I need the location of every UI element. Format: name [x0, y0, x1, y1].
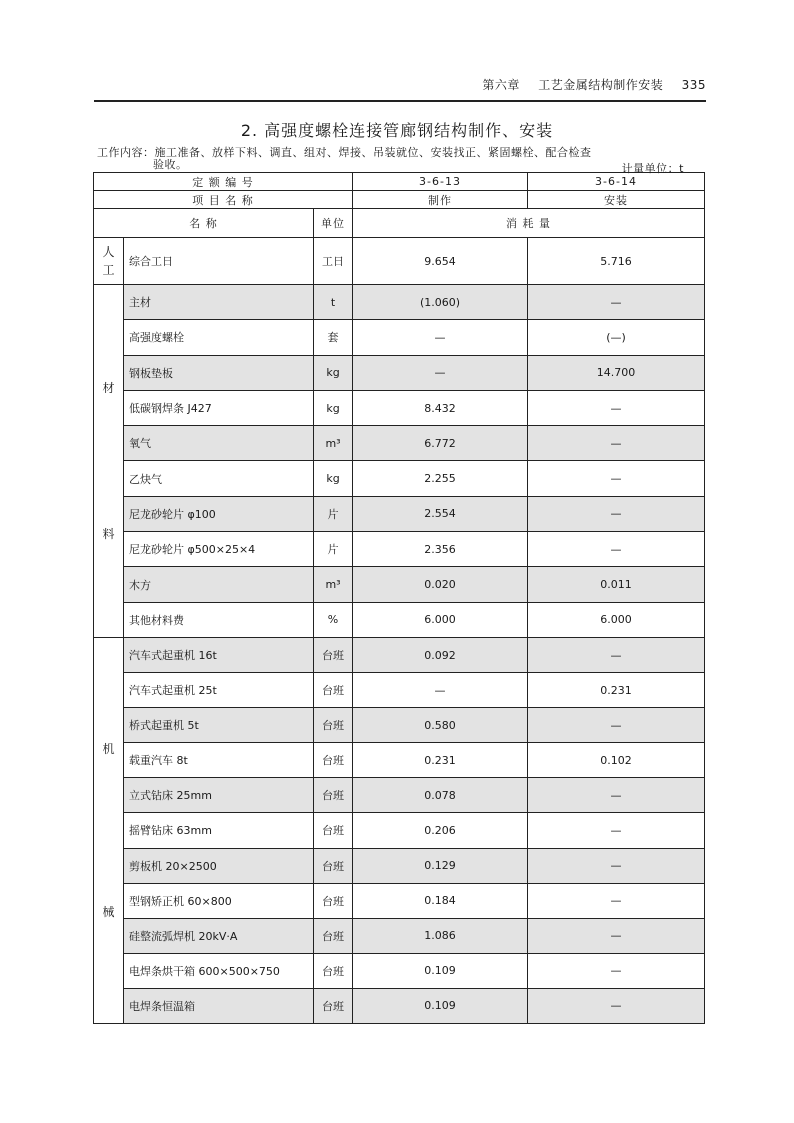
machinery-category-char: 机: [102, 741, 115, 756]
consumption-value-1: 6.000: [353, 602, 528, 637]
work-content-line2: 验收。: [153, 158, 188, 171]
resource-name: 立式钻床 25mm: [124, 778, 314, 813]
consumption-value-2: 0.011: [528, 567, 705, 602]
table-row: [94, 496, 705, 531]
consumption-value-2: —: [528, 532, 705, 567]
table-row: [94, 637, 705, 672]
page-header: [94, 70, 706, 102]
resource-unit: 台班: [314, 637, 353, 672]
machinery-category-char: 械: [102, 905, 115, 919]
consumption-value-2: —: [528, 390, 705, 425]
machinery-category-cell: [94, 637, 124, 1023]
consumption-header: 消 耗 量: [353, 209, 705, 238]
consumption-value-2: —: [528, 426, 705, 461]
resource-name: 尼龙砂轮片 φ100: [124, 496, 314, 531]
unit-column-header: 单位: [314, 209, 353, 238]
section-title: 2. 高强度螺栓连接管廊钢结构制作、安装: [240, 121, 554, 140]
table-row: [94, 238, 705, 285]
consumption-value-1: 0.184: [353, 883, 528, 918]
item-name-1: 制作: [353, 191, 528, 209]
resource-unit: kg: [314, 390, 353, 425]
consumption-value-2: —: [528, 883, 705, 918]
table-row: [94, 673, 705, 708]
consumption-value-1: 0.580: [353, 708, 528, 743]
consumption-value-1: 0.109: [353, 988, 528, 1023]
consumption-value-1: 0.231: [353, 743, 528, 778]
materials-category-char: 料: [102, 527, 115, 542]
consumption-value-1: 0.078: [353, 778, 528, 813]
resource-unit: 台班: [314, 848, 353, 883]
consumption-value-2: —: [528, 778, 705, 813]
resource-name: 低碳钢焊条 J427: [124, 390, 314, 425]
consumption-value-1: —: [353, 355, 528, 390]
resource-name: 乙炔气: [124, 461, 314, 496]
resource-name: 剪板机 20×2500: [124, 848, 314, 883]
consumption-value-1: 0.129: [353, 848, 528, 883]
measure-unit: 计量单位：t: [621, 162, 684, 175]
consumption-value-1: —: [353, 673, 528, 708]
resource-unit: 台班: [314, 778, 353, 813]
resource-name: 钢板垫板: [124, 355, 314, 390]
work-content-line1: 工作内容：施工准备、放样下料、调直、组对、焊接、吊装就位、安装找正、紧固螺栓、配合检查: [97, 146, 592, 159]
work-content: [97, 147, 592, 171]
consumption-value-1: 9.654: [353, 238, 528, 285]
resource-name: 氧气: [124, 426, 314, 461]
table-row: [94, 532, 705, 567]
resource-unit: 台班: [314, 813, 353, 848]
consumption-value-1: 0.206: [353, 813, 528, 848]
resource-unit: m³: [314, 426, 353, 461]
resource-name: 尼龙砂轮片 φ500×25×4: [124, 532, 314, 567]
consumption-value-2: —: [528, 496, 705, 531]
table-row: [94, 708, 705, 743]
table-row: [94, 390, 705, 425]
resource-name: 木方: [124, 567, 314, 602]
resource-unit: kg: [314, 461, 353, 496]
resource-unit: 片: [314, 496, 353, 531]
item-name-label: 项 目 名 称: [94, 191, 353, 209]
resource-name: 桥式起重机 5t: [124, 708, 314, 743]
resource-name: 汽车式起重机 16t: [124, 637, 314, 672]
item-name-2: 安装: [528, 191, 705, 209]
consumption-value-2: —: [528, 988, 705, 1023]
consumption-value-2: 5.716: [528, 238, 705, 285]
resource-unit: 台班: [314, 883, 353, 918]
consumption-value-2: —: [528, 953, 705, 988]
table-row: [94, 953, 705, 988]
resource-unit: 片: [314, 532, 353, 567]
consumption-value-2: —: [528, 285, 705, 320]
resource-name: 摇臂钻床 63mm: [124, 813, 314, 848]
table-row: [94, 567, 705, 602]
resource-name: 硅整流弧焊机 20kV·A: [124, 918, 314, 953]
quota-code-1: 3-6-13: [353, 173, 528, 191]
table-row: [94, 848, 705, 883]
resource-unit: 台班: [314, 988, 353, 1023]
labor-category-char: 人: [102, 244, 115, 259]
resource-unit: 台班: [314, 708, 353, 743]
resource-unit: kg: [314, 355, 353, 390]
labor-category-cell: [94, 238, 124, 285]
resource-unit: m³: [314, 567, 353, 602]
table-row: [94, 778, 705, 813]
consumption-value-1: (1.060): [353, 285, 528, 320]
resource-name: 主材: [124, 285, 314, 320]
consumption-value-1: 2.255: [353, 461, 528, 496]
resource-unit: 套: [314, 320, 353, 355]
materials-category-char: 材: [102, 380, 115, 395]
consumption-value-1: 2.356: [353, 532, 528, 567]
chapter-line: [468, 76, 706, 93]
resource-unit: 台班: [314, 918, 353, 953]
table-row: [94, 461, 705, 496]
table-row: [94, 320, 705, 355]
table-row: [94, 602, 705, 637]
materials-category-cell: [94, 285, 124, 638]
consumption-value-2: 14.700: [528, 355, 705, 390]
consumption-value-1: 8.432: [353, 390, 528, 425]
consumption-value-2: 0.102: [528, 743, 705, 778]
table-row: [94, 743, 705, 778]
labor-category-char: 工: [102, 263, 115, 278]
resource-name: 载重汽车 8t: [124, 743, 314, 778]
consumption-value-2: —: [528, 461, 705, 496]
consumption-value-1: 2.554: [353, 496, 528, 531]
chapter-number: 第六章: [482, 78, 520, 92]
consumption-value-1: 0.109: [353, 953, 528, 988]
consumption-value-1: —: [353, 320, 528, 355]
consumption-value-2: —: [528, 918, 705, 953]
table-row: [94, 426, 705, 461]
consumption-value-2: —: [528, 848, 705, 883]
table-row: [94, 883, 705, 918]
page-number: 335: [681, 78, 706, 92]
resource-unit: 工日: [314, 238, 353, 285]
consumption-value-2: 0.231: [528, 673, 705, 708]
table-row: [94, 355, 705, 390]
table-row: [94, 813, 705, 848]
quota-code-2: 3-6-14: [528, 173, 705, 191]
quota-table: [93, 172, 705, 1024]
resource-unit: t: [314, 285, 353, 320]
consumption-value-1: 0.092: [353, 637, 528, 672]
table-row: [94, 285, 705, 320]
resource-unit: 台班: [314, 743, 353, 778]
chapter-title: 工艺金属结构制作安装: [538, 78, 664, 92]
resource-name: 其他材料费: [124, 602, 314, 637]
consumption-value-2: —: [528, 708, 705, 743]
consumption-value-2: —: [528, 637, 705, 672]
consumption-value-1: 0.020: [353, 567, 528, 602]
resource-name: 综合工日: [124, 238, 314, 285]
consumption-value-1: 1.086: [353, 918, 528, 953]
resource-name: 型钢矫正机 60×800: [124, 883, 314, 918]
resource-unit: 台班: [314, 673, 353, 708]
resource-unit: 台班: [314, 953, 353, 988]
quota-code-label: 定 额 编 号: [94, 173, 353, 191]
resource-name: 汽车式起重机 25t: [124, 673, 314, 708]
table-row: [94, 988, 705, 1023]
resource-name: 高强度螺栓: [124, 320, 314, 355]
table-row: [94, 918, 705, 953]
consumption-value-2: 6.000: [528, 602, 705, 637]
consumption-value-2: (—): [528, 320, 705, 355]
name-column-header: 名 称: [94, 209, 314, 238]
resource-unit: %: [314, 602, 353, 637]
consumption-value-2: —: [528, 813, 705, 848]
resource-name: 电焊条烘干箱 600×500×750: [124, 953, 314, 988]
resource-name: 电焊条恒温箱: [124, 988, 314, 1023]
consumption-value-1: 6.772: [353, 426, 528, 461]
